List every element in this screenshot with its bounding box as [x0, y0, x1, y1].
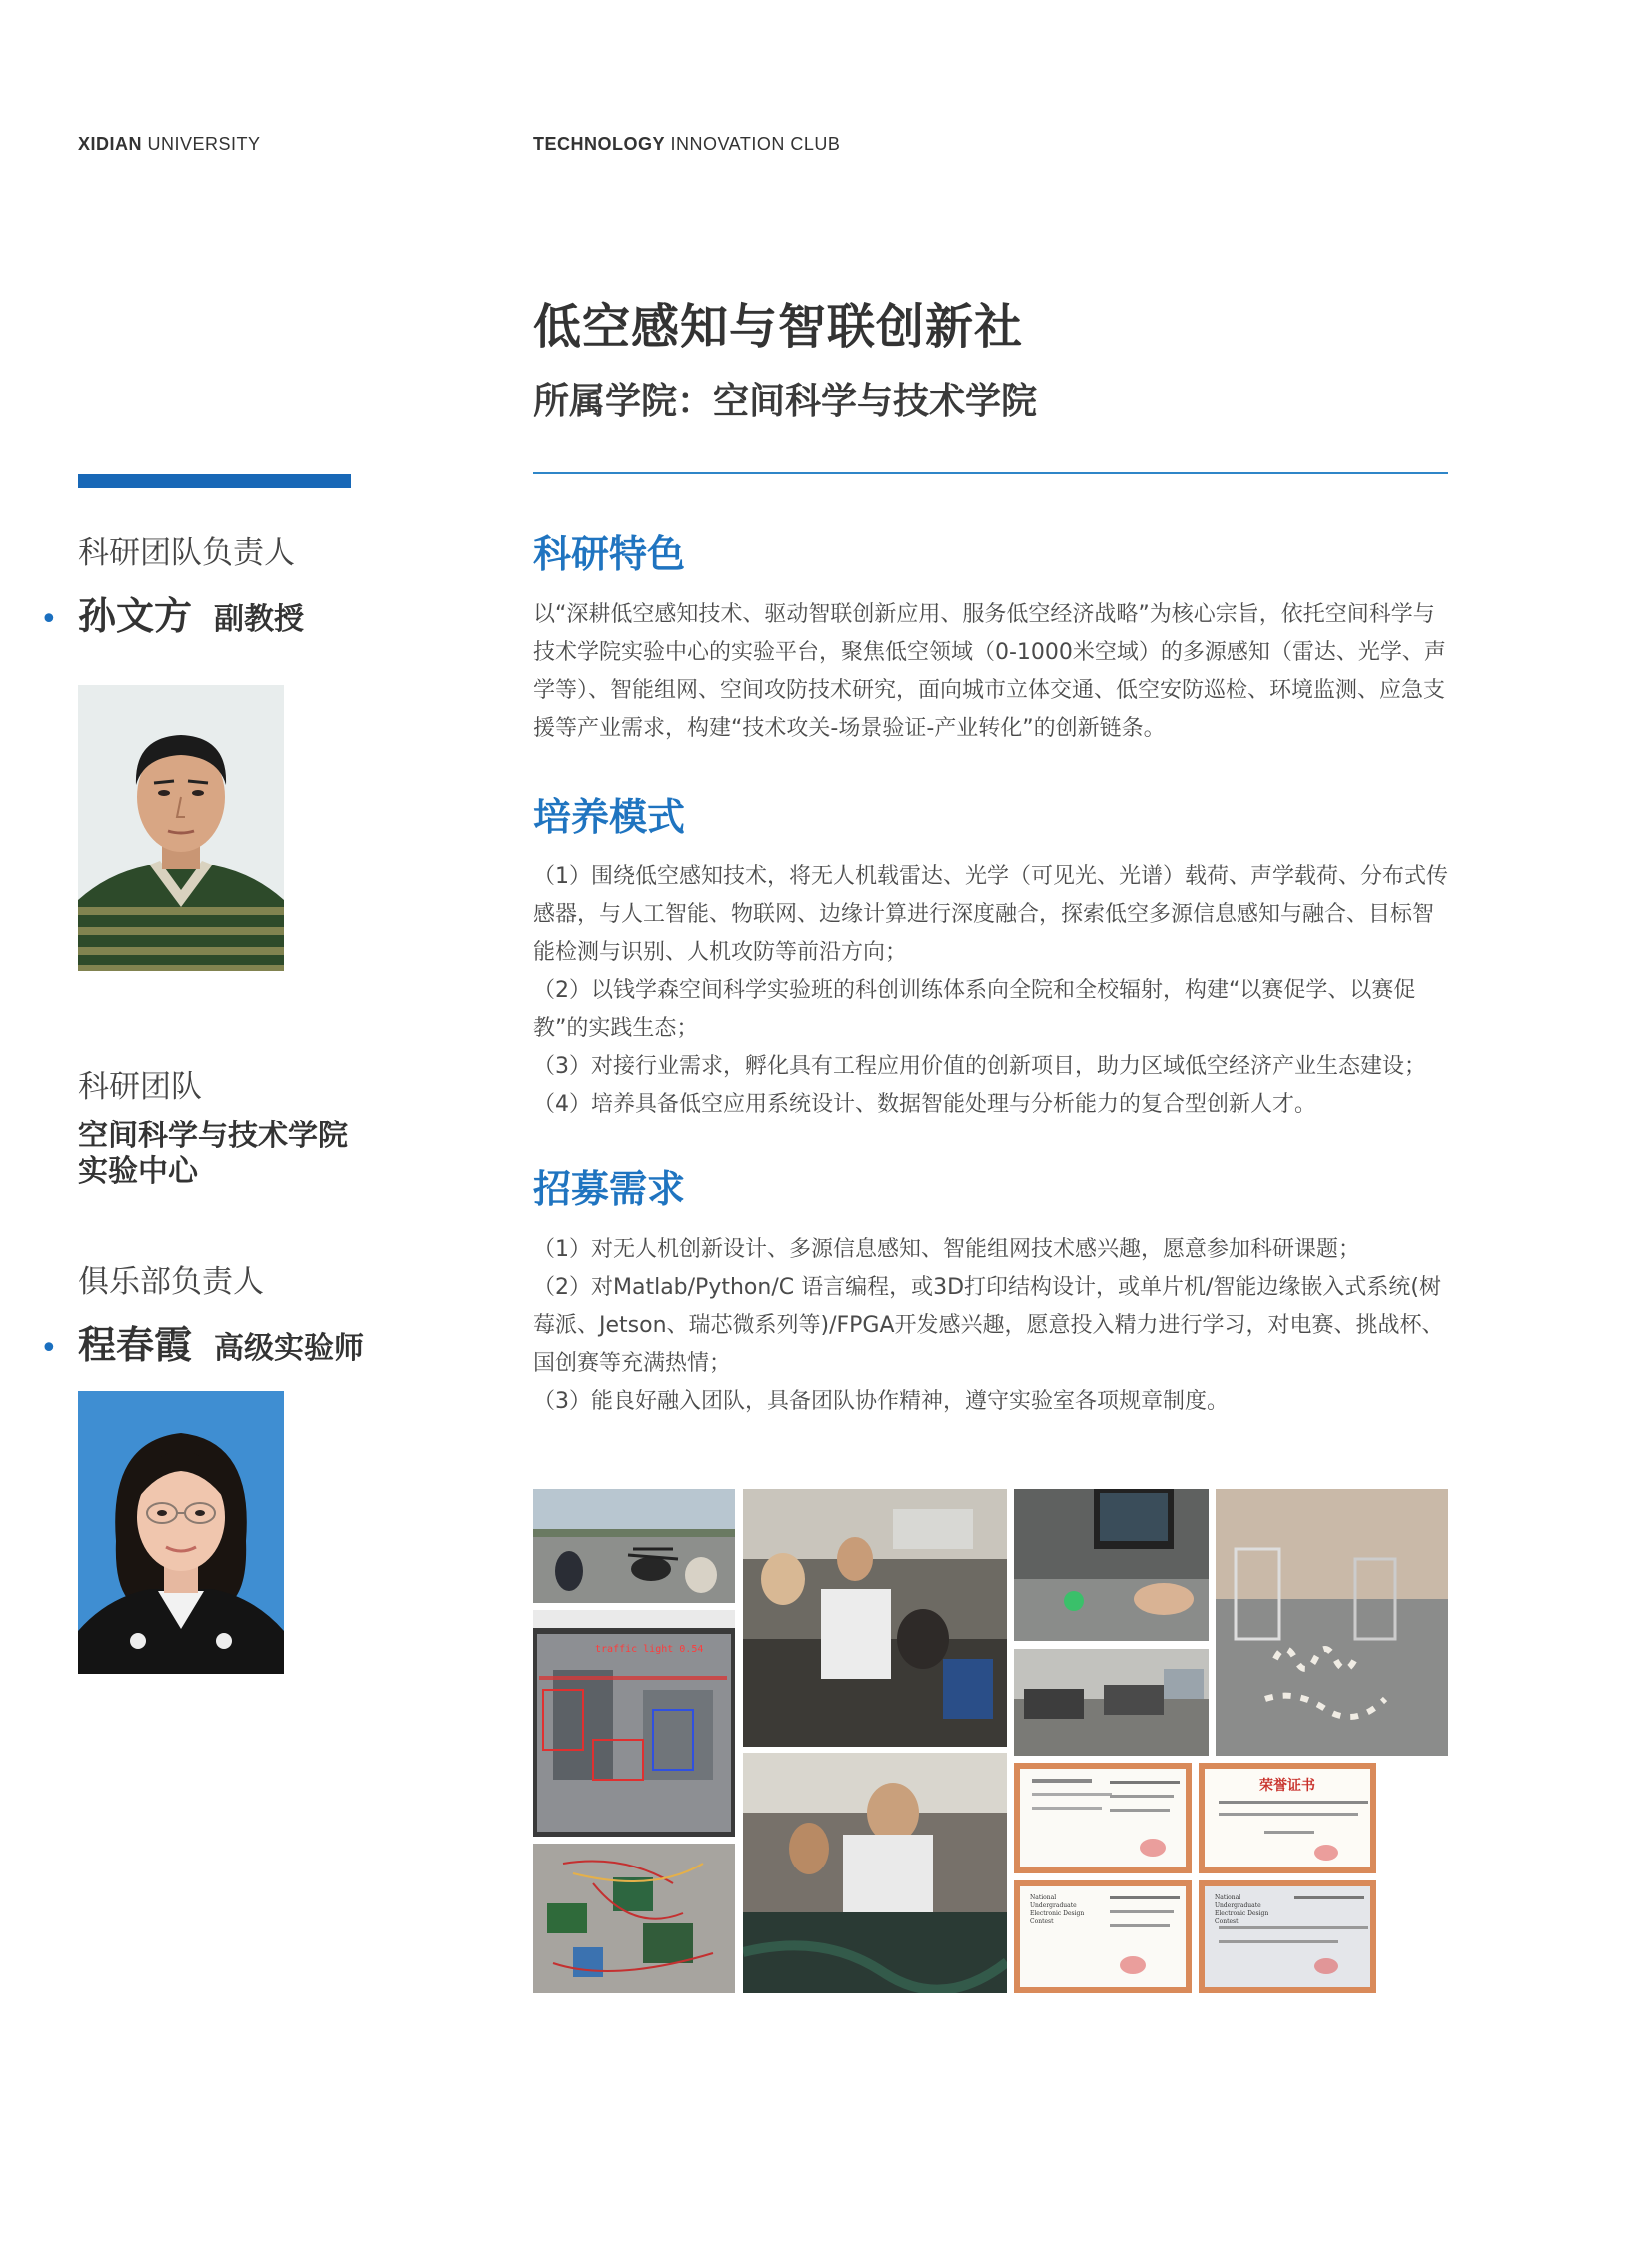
section-heading-recruit: 招募需求: [533, 1167, 686, 1211]
team-name-line: 实验中心: [78, 1154, 198, 1189]
bullet-icon: •: [40, 602, 58, 637]
section-heading-training: 培养模式: [533, 795, 686, 839]
leader-label: 科研团队负责人: [78, 535, 295, 571]
title-divider: [533, 472, 1448, 474]
team-label: 科研团队: [78, 1069, 202, 1105]
soldering-students-photo: [743, 1753, 1007, 1993]
club-leader-rank: 高级实验师: [214, 1331, 365, 1366]
drone-field-photo: [533, 1489, 735, 1603]
bullet-icon: •: [40, 1331, 58, 1366]
certificate-en-text: National Undergraduate Electronic Design Contest: [1215, 1894, 1269, 1925]
certificate-title: 荣誉证书: [1259, 1778, 1315, 1794]
training-item: （2）以钱学森空间科学实验班的科创训练体系向全院和全校辐射，构建“以赛促学、以赛促教”的实践生态；: [533, 978, 1416, 1041]
certificate-2: [1199, 1763, 1376, 1873]
features-paragraph: [533, 596, 1448, 748]
features-text: 以“深耕低空感知技术、驱动智联创新应用、服务低空经济战略”为核心宗旨，依托空间科学与技术学院实验中心的实验平台，聚焦低空领域（0-1000米空域）的多源感知（雷达、光学、声学等）、智能组网、空间攻防技术研究，面向城市立体交通、低空安防巡检、环境监测、应急支援等产业需求，构建“技术攻关-场景验证-产业转化”的创新链条。: [533, 602, 1446, 741]
detection-label: traffic light 0.54: [595, 1644, 704, 1655]
recruit-item: （3）能良好融入团队，具备团队协作精神，遵守实验室各项规章制度。: [533, 1389, 1229, 1414]
certificate-en-text: National Undergraduate Electronic Design Contest: [1030, 1894, 1085, 1925]
club-leader-name: 程春霞: [78, 1323, 193, 1367]
lab-room-photo: [1014, 1649, 1209, 1756]
college-subtitle: 所属学院：空间科学与技术学院: [533, 381, 1038, 422]
team-name-line: 空间科学与技术学院: [78, 1119, 348, 1153]
lab-students-photo: [743, 1489, 1007, 1747]
detection-screenshot: [533, 1610, 735, 1837]
circuit-board-photo: [533, 1844, 735, 1993]
team-name: [78, 1119, 348, 1190]
leader-name: 孙文方: [78, 594, 193, 638]
recruit-item: （1）对无人机创新设计、多源信息感知、智能组网技术感兴趣，愿意参加科研课题；: [533, 1237, 1360, 1262]
sidebar-accent-bar: [78, 474, 351, 488]
training-list: [533, 858, 1448, 1123]
training-item: （1）围绕低空感知技术，将无人机载雷达、光学（可见光、光谱）载荷、声学载荷、分布式传感器，与人工智能、物联网、边缘计算进行深度融合，探索低空多源信息感知与融合、目标智能检测与识别、人机攻防等前沿方向；: [533, 864, 1449, 965]
club-leader-name-row: [40, 1314, 364, 1369]
recruit-list: [533, 1231, 1448, 1421]
certificate-3: [1014, 1880, 1192, 1993]
club-header: TECHNOLOGY INNOVATION CLUB: [533, 134, 841, 154]
club-leader-photo: [78, 1391, 284, 1674]
leader-rank: 副教授: [214, 602, 305, 637]
club-leader-label: 俱乐部负责人: [78, 1264, 264, 1300]
certificate-4: [1199, 1880, 1376, 1993]
printer-floor-photo: [1216, 1489, 1448, 1756]
section-heading-features: 科研特色: [533, 532, 686, 576]
photo-gallery: [533, 1489, 1448, 1993]
university-header: XIDIAN UNIVERSITY: [78, 134, 261, 154]
page-title: 低空感知与智联创新社: [533, 299, 1024, 355]
testing-bench-photo: [1014, 1489, 1209, 1641]
training-item: （3）对接行业需求，孵化具有工程应用价值的创新项目，助力区域低空经济产业生态建设；: [533, 1054, 1427, 1079]
recruit-item: （2）对Matlab/Python/C 语言编程，或3D打印结构设计，或单片机/智能边缘嵌入式系统(树莓派、Jetson、瑞芯微系列等)/FPGA开发感兴趣，愿意投入精力进行学习，对电赛、挑战杯、国创赛等充满热情；: [533, 1275, 1444, 1376]
training-item: （4）培养具备低空应用系统设计、数据智能处理与分析能力的复合型创新人才。: [533, 1092, 1316, 1117]
leader-photo: [78, 685, 284, 971]
leader-name-row: [40, 585, 304, 640]
certificate-1: [1014, 1763, 1192, 1873]
